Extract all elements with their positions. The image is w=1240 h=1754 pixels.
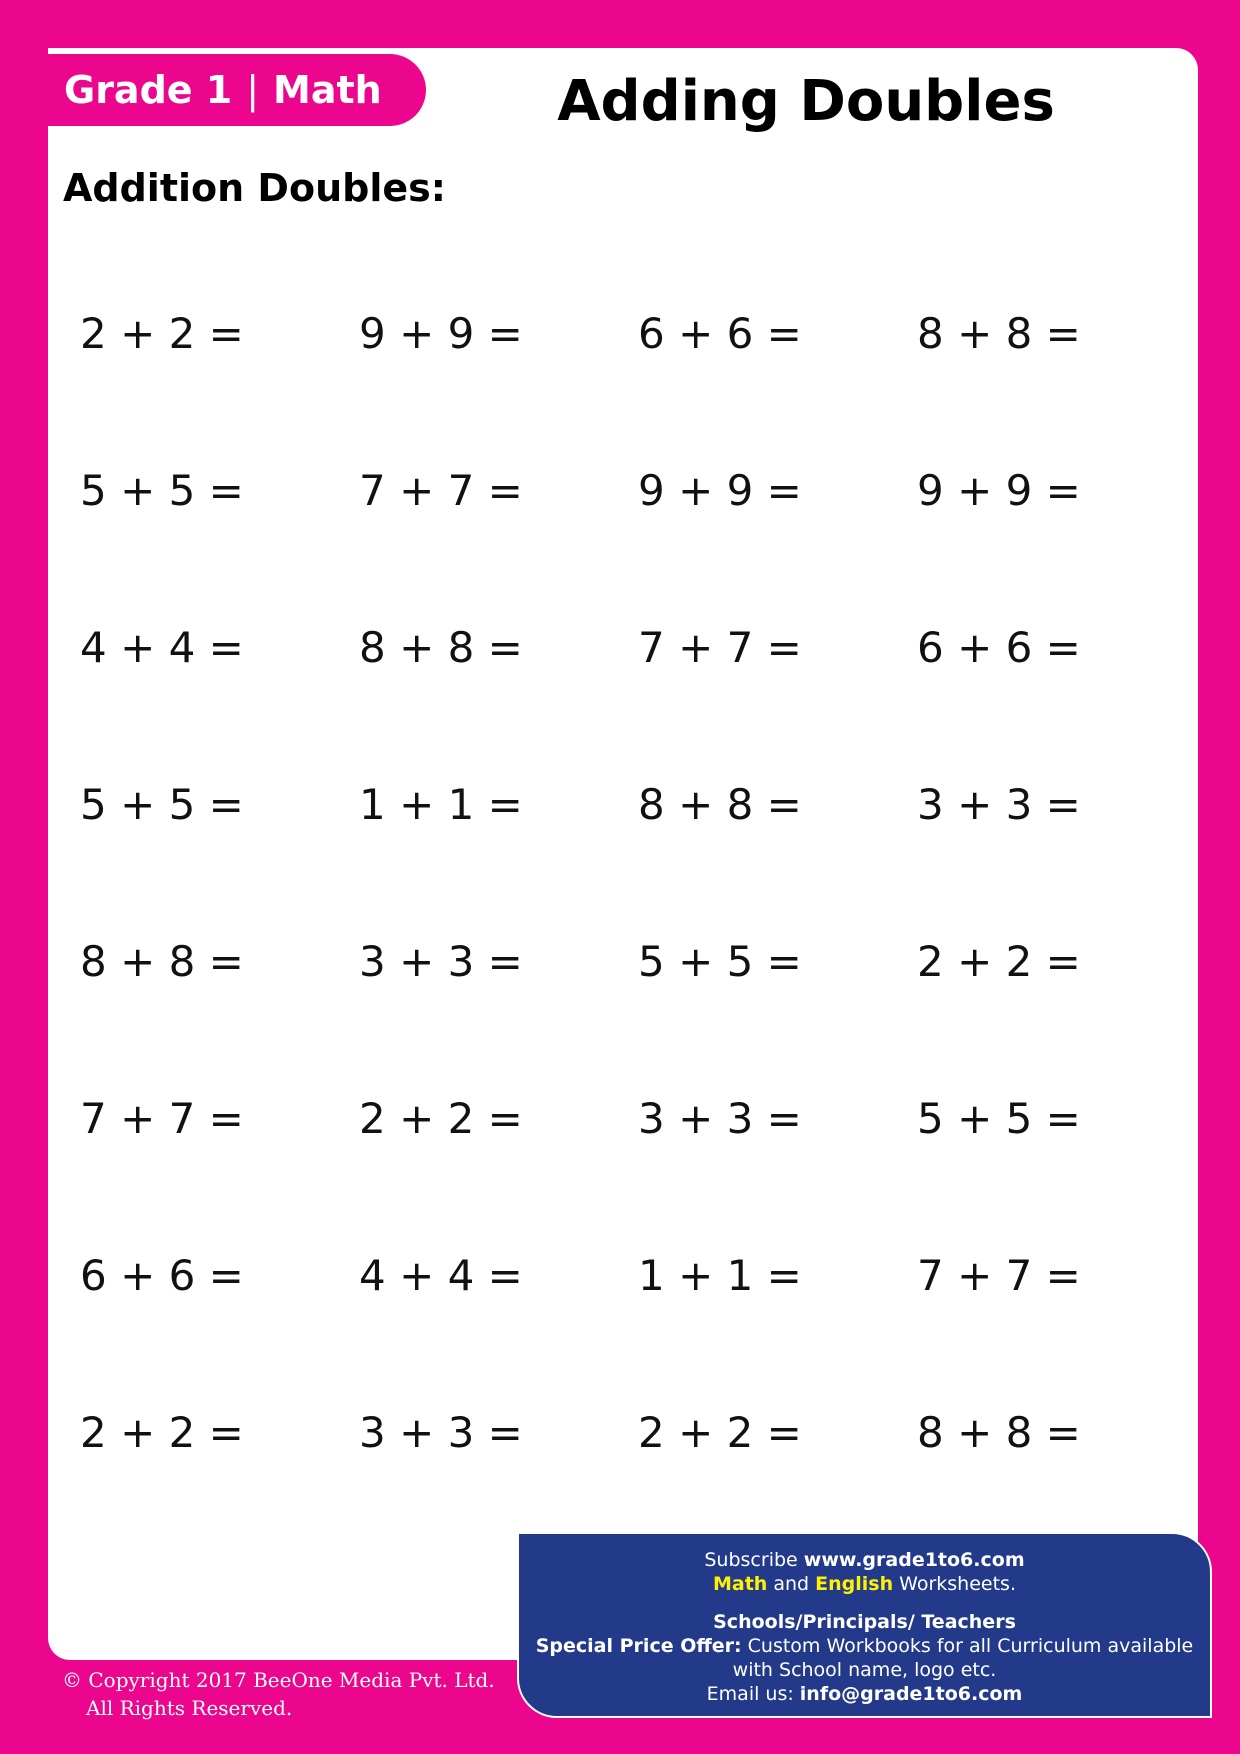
english-label: English <box>815 1573 894 1595</box>
addition-problem: 1 + 1 = <box>638 1251 802 1300</box>
offer-line-2: with School name, logo etc. <box>732 1659 997 1681</box>
addition-problem: 3 + 3 = <box>359 937 523 986</box>
promo-box <box>517 1532 1212 1718</box>
rights-line: All Rights Reserved. <box>86 1696 293 1720</box>
addition-problem: 1 + 1 = <box>359 780 523 829</box>
subject-label: Math <box>273 68 382 112</box>
addition-problem: 3 + 3 = <box>638 1094 802 1143</box>
addition-problem: 2 + 2 = <box>917 937 1081 986</box>
addition-problem: 5 + 5 = <box>80 466 244 515</box>
addition-problem: 2 + 2 = <box>80 1408 244 1457</box>
math-label: Math <box>712 1573 768 1595</box>
addition-problem: 8 + 8 = <box>917 1408 1081 1457</box>
offer-line <box>519 1634 1210 1658</box>
addition-problem: 5 + 5 = <box>638 937 802 986</box>
copyright-line: © Copyright 2017 BeeOne Media Pvt. Ltd. <box>62 1668 495 1692</box>
addition-problem: 7 + 7 = <box>917 1251 1081 1300</box>
and-text: and <box>767 1573 816 1595</box>
addition-problem: 3 + 3 = <box>917 780 1081 829</box>
subjects-line <box>519 1572 1210 1596</box>
addition-problem: 9 + 9 = <box>359 309 523 358</box>
audience-line <box>519 1610 1210 1634</box>
addition-problem: 6 + 6 = <box>917 623 1081 672</box>
addition-problem: 4 + 4 = <box>80 623 244 672</box>
grade-label: Grade 1 <box>64 68 233 112</box>
offer-label: Special Price Offer: <box>535 1635 742 1657</box>
addition-problem: 5 + 5 = <box>80 780 244 829</box>
addition-problem: 3 + 3 = <box>359 1408 523 1457</box>
addition-problem: 4 + 4 = <box>359 1251 523 1300</box>
addition-problem: 8 + 8 = <box>80 937 244 986</box>
offer-text: Custom Workbooks for all Curriculum available <box>741 1635 1194 1657</box>
tab-separator: | <box>246 68 260 112</box>
addition-problem: 6 + 6 = <box>80 1251 244 1300</box>
problem-grid <box>80 304 1200 1560</box>
grade-subject-tab <box>48 54 426 126</box>
addition-problem: 5 + 5 = <box>917 1094 1081 1143</box>
addition-problem: 8 + 8 = <box>917 309 1081 358</box>
copyright-notice <box>62 1666 495 1722</box>
email-line <box>519 1682 1210 1706</box>
addition-problem: 7 + 7 = <box>80 1094 244 1143</box>
audience-text: Schools/Principals/ Teachers <box>713 1611 1016 1633</box>
page-title: Adding Doubles <box>557 69 1055 134</box>
section-heading: Addition Doubles: <box>63 166 446 210</box>
addition-problem: 7 + 7 = <box>359 466 523 515</box>
addition-problem: 8 + 8 = <box>638 780 802 829</box>
email-prefix: Email us: <box>706 1683 800 1705</box>
subscribe-prefix: Subscribe <box>704 1549 804 1571</box>
addition-problem: 9 + 9 = <box>917 466 1081 515</box>
addition-problem: 2 + 2 = <box>638 1408 802 1457</box>
subscribe-line <box>519 1548 1210 1572</box>
addition-problem: 2 + 2 = <box>80 309 244 358</box>
worksheets-text: Worksheets. <box>893 1573 1016 1595</box>
addition-problem: 7 + 7 = <box>638 623 802 672</box>
addition-problem: 8 + 8 = <box>359 623 523 672</box>
addition-problem: 9 + 9 = <box>638 466 802 515</box>
addition-problem: 6 + 6 = <box>638 309 802 358</box>
website-link[interactable]: www.grade1to6.com <box>803 1549 1025 1571</box>
addition-problem: 2 + 2 = <box>359 1094 523 1143</box>
email-link[interactable]: info@grade1to6.com <box>799 1683 1023 1705</box>
